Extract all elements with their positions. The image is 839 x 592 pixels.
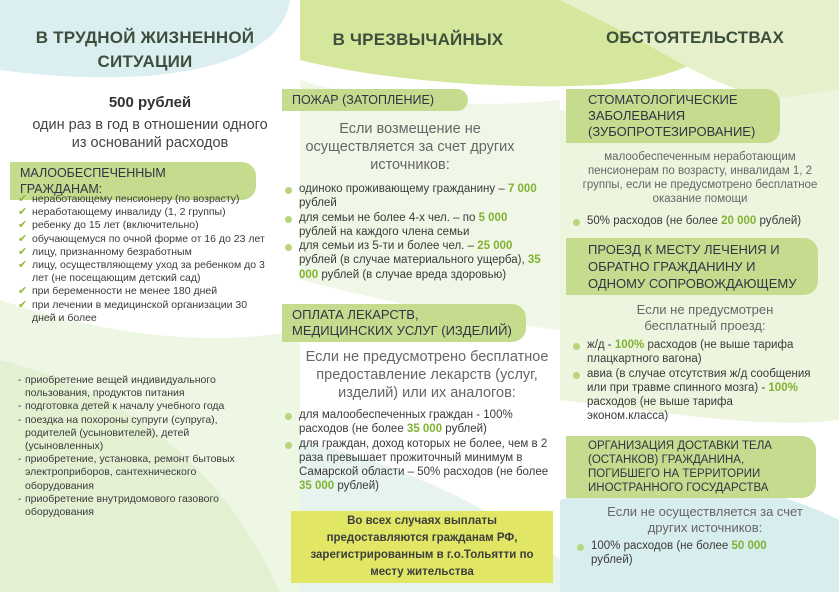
- meds-item: для малообеспеченных граждан - 100% расходов (не более 35 000 рублей): [284, 408, 552, 437]
- fire-label: ПОЖАР (ЗАТОПЛЕНИЕ): [282, 89, 468, 111]
- travel-label: ПРОЕЗД К МЕСТУ ЛЕЧЕНИЯ И ОБРАТНО ГРАЖДАНИНУ И ОДНОМУ СОПРОВОЖДАЮЩЕМУ: [566, 238, 818, 295]
- reason-item: - приобретение вещей индивидуального пользования, продуктов питания: [18, 374, 216, 400]
- amount-500: 500 рублей: [108, 94, 192, 111]
- header-col2: В ЧРЕЗВЫЧАЙНЫХ: [332, 30, 504, 49]
- category-label: МАЛООБЕСПЕЧЕННЫМ ГРАЖДАНАМ:: [10, 162, 256, 200]
- body-transport-condition: Если не осуществляется за счет других источников:: [607, 504, 803, 535]
- bullet-dot-icon: [285, 216, 292, 223]
- check-icon: ✔: [18, 298, 28, 311]
- bullet-dot-icon: [573, 372, 580, 379]
- reasons-list: [18, 374, 258, 519]
- check-icon: ✔: [18, 259, 28, 272]
- dental-item: 50% расходов (не более 20 000 рублей): [572, 214, 834, 228]
- fire-amounts-list: [284, 182, 546, 282]
- header-col3: ОБСТОЯТЕЛЬСТВАХ: [606, 28, 784, 47]
- fire-condition: Если возмещение не осуществляется за счет других источников:: [305, 121, 515, 173]
- meds-label: ОПЛАТА ЛЕКАРСТВ, МЕДИЦИНСКИХ УСЛУГ (ИЗДЕЛИЙ): [282, 304, 526, 342]
- travel-item: авиа (в случае отсутствия ж/д сообщения или при травме спинного мозга) - 100% расходов (не выше тарифа эконом.класса): [572, 367, 812, 424]
- meds-condition: Если не предусмотрено бесплатное предоставление лекарств (услуг, изделий) или их аналогов:: [305, 349, 549, 401]
- body-transport-label: ОРГАНИЗАЦИЯ ДОСТАВКИ ТЕЛА (ОСТАНКОВ) ГРАЖДАНИНА, ПОГИБШЕГО НА ТЕРРИТОРИИ ИНОСТРАННОГО ГОСУДАРСТВА: [566, 436, 816, 498]
- check-icon: ✔: [18, 232, 28, 245]
- body-transport-amounts-list: [576, 539, 806, 568]
- reason-item: - приобретение, установка, ремонт бытовых электроприборов, сантехнического оборудования: [18, 453, 235, 492]
- bullet-dot-icon: [573, 219, 580, 226]
- bullet-dot-icon: [573, 343, 580, 350]
- reason-item: - поездка на похороны супруги (супруга), родителей (усыновителей), детей (усыновленных): [18, 413, 218, 453]
- travel-condition: Если не предусмотрен бесплатный проезд:: [636, 302, 774, 333]
- fire-item: одиноко проживающему гражданину – 7 000 рублей: [284, 182, 546, 211]
- meds-amounts-list: [284, 408, 552, 494]
- bullet-dot-icon: [285, 187, 292, 194]
- checklist-item: ✔ при лечении в медицинской организации 30 дней и более: [18, 298, 248, 324]
- travel-amounts-list: [572, 338, 812, 424]
- fire-item: для семьи не более 4-х чел. – по 5 000 рублей на каждого члена семьи: [284, 211, 546, 240]
- check-icon: ✔: [18, 285, 28, 298]
- check-icon: ✔: [18, 219, 28, 232]
- check-icon: ✔: [18, 193, 28, 205]
- check-icon: ✔: [18, 206, 28, 219]
- bullet-dot-icon: [577, 544, 584, 551]
- checklist-item: ✔ лицу, осуществляющему уход за ребенком до 3 лет (не посещающим детский сад): [18, 259, 265, 285]
- eligibility-checklist: [18, 193, 268, 325]
- checklist-item: ✔ неработающему инвалиду (1, 2 группы): [18, 206, 226, 219]
- header-col1: В ТРУДНОЙ ЖИЗНЕННОЙ СИТУАЦИИ: [35, 28, 255, 71]
- amount-subtitle: один раз в год в отношении одного из оснований расходов: [32, 117, 268, 151]
- travel-item: ж/д - 100% расходов (не выше тарифа плацкартного вагона): [572, 338, 812, 367]
- dental-amounts-list: [572, 214, 834, 228]
- bullet-dot-icon: [285, 442, 292, 449]
- checklist-item: ✔ лицу, признанному безработным: [18, 245, 192, 258]
- fire-item: для семьи из 5-ти и более чел. – 25 000 рублей (в случае материального ущерба), 35 000 рублей (в случае вреда здоровью): [284, 239, 546, 282]
- bullet-dot-icon: [285, 413, 292, 420]
- checklist-item: ✔ при беременности не менее 180 дней: [18, 285, 218, 298]
- checklist-item: ✔ обучающемуся по очной форме от 16 до 23 лет: [18, 232, 265, 245]
- reason-item: - приобретение внутридомового газового оборудования: [18, 492, 219, 519]
- checklist-item: ✔ ребенку до 15 лет (включительно): [18, 219, 199, 232]
- check-icon: ✔: [18, 245, 28, 258]
- meds-item: для граждан, доход которых не более, чем в 2 раза превышает прожиточный минимум в Самарской области – 50% расходов (не более 35 000 рублей): [284, 437, 552, 494]
- reason-item: - подготовка детей к началу учебного года: [18, 400, 225, 413]
- checklist-item: ✔ неработающему пенсионеру (по возрасту): [18, 193, 240, 205]
- residency-note: Во всех случаях выплаты предоставляются гражданам РФ, зарегистрированным в г.о.Тольятти по месту жительства: [291, 511, 553, 583]
- body-transport-item: 100% расходов (не более 50 000 рублей): [576, 539, 806, 568]
- bullet-dot-icon: [285, 244, 292, 251]
- dental-label: СТОМАТОЛОГИЧЕСКИЕ ЗАБОЛЕВАНИЯ (ЗУБОПРОТЕЗИРОВАНИЕ): [566, 89, 780, 143]
- dental-condition: малообеспеченным неработающим пенсионерам по возрасту, инвалидам 1, 2 группы, если не предусмотрено бесплатное оказание помощи: [582, 151, 818, 205]
